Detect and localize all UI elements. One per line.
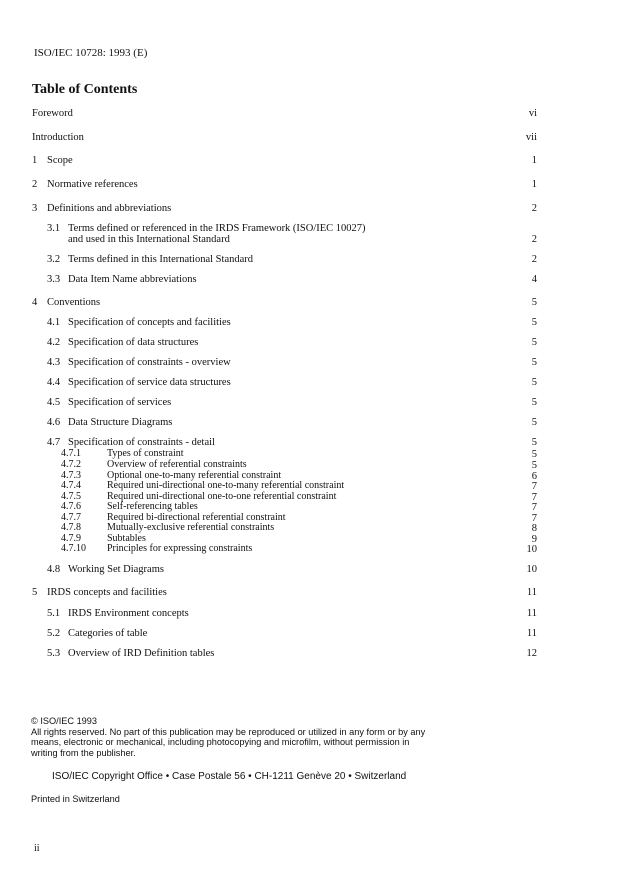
toc-entry-number: 3 (32, 203, 38, 214)
toc-entry-page: 11 (526, 628, 537, 639)
toc-entry-number: 4.4 (47, 377, 61, 388)
toc-entry[interactable] (0, 155, 622, 167)
toc-entry[interactable] (0, 297, 622, 309)
toc-entry[interactable] (0, 203, 622, 215)
toc-entry-page: 7 (531, 481, 537, 492)
toc-entry-page: 5 (531, 437, 537, 448)
running-header: ISO/IEC 10728: 1993 (E) (34, 47, 148, 59)
toc-entry-title: Specification of concepts and facilities (68, 317, 231, 328)
toc-entry-number: 5.2 (47, 628, 61, 639)
toc-entry-page: 7 (531, 502, 537, 513)
toc-entry-title: Specification of service data structures (68, 377, 231, 388)
toc-entry-title: Normative references (47, 179, 138, 190)
toc-entry-page: 5 (531, 460, 537, 471)
toc-entry-title: Required bi-directional referential constraint (107, 512, 286, 523)
toc-entry-page: 11 (526, 587, 537, 598)
toc-entry-page: 7 (531, 492, 537, 503)
toc-entry-number: 4.1 (47, 317, 61, 328)
toc-entry-title: Working Set Diagrams (68, 564, 164, 575)
toc-entry-number: 4.7.9 (61, 533, 81, 544)
toc-entry-title: Terms defined or referenced in the IRDS Framework (ISO/IEC 10027) (68, 223, 366, 234)
toc-entry-number: 1 (32, 155, 38, 166)
toc-entry-number: 5.1 (47, 608, 61, 619)
toc-entry-title: Data Item Name abbreviations (68, 274, 197, 285)
toc-entry-title: Terms defined in this International Standard (68, 254, 254, 265)
toc-entry-page: 6 (531, 471, 537, 482)
copyright-office-address: ISO/IEC Copyright Office • Case Postale 56 • CH-1211 Genève 20 • Switzerland (52, 771, 407, 782)
toc-entry-number: 3.1 (47, 223, 61, 234)
toc-entry-page: 2 (531, 203, 537, 214)
printed-in: Printed in Switzerland (31, 794, 120, 804)
toc-entry[interactable] (0, 437, 622, 449)
toc-entry[interactable] (0, 223, 622, 246)
toc-entry-title: Foreword (32, 108, 73, 119)
toc-entry-number: 4.2 (47, 337, 61, 348)
toc-entry-page: 5 (531, 397, 537, 408)
toc-entry-number: 4.7 (47, 437, 61, 448)
toc-entry-page: 1 (531, 179, 537, 190)
toc-entry[interactable] (0, 317, 622, 329)
toc-entry-number: 3.2 (47, 254, 61, 265)
toc-entry-page: 5 (531, 449, 537, 460)
toc-entry-title: Scope (47, 155, 73, 166)
toc-entry-title: Types of constraint (107, 448, 184, 459)
toc-entry[interactable] (0, 628, 622, 640)
toc-entry-page: 4 (531, 274, 537, 285)
toc-entry-number: 4.7.8 (61, 522, 81, 533)
toc-entry[interactable] (0, 254, 622, 266)
toc-entry-title: Data Structure Diagrams (68, 417, 173, 428)
toc-entry-page: 5 (531, 297, 537, 308)
toc-entry[interactable] (0, 417, 622, 429)
toc-entry-page: 5 (531, 417, 537, 428)
toc-entry-number: 4.3 (47, 357, 61, 368)
toc-entry[interactable] (0, 377, 622, 389)
toc-entry[interactable] (0, 648, 622, 660)
toc-entry-title: Specification of data structures (68, 337, 199, 348)
toc-entry-number: 4.7.10 (61, 543, 86, 554)
toc-entry-title: Categories of table (68, 628, 148, 639)
toc-entry-title: Required uni-directional one-to-one referential constraint (107, 491, 337, 502)
page-number: ii (34, 843, 40, 854)
toc-entry-number: 4 (32, 297, 38, 308)
page-title: Table of Contents (32, 82, 138, 97)
toc-entry-page: 5 (531, 317, 537, 328)
toc-entry-number: 4.7.6 (61, 501, 81, 512)
toc-entry-title-continued: and used in this International Standard (68, 234, 230, 245)
toc-entry[interactable] (0, 608, 622, 620)
toc-entry-page: vii (525, 132, 537, 143)
toc-entry[interactable] (0, 108, 622, 120)
toc-entry-number: 4.7.1 (61, 448, 81, 459)
toc-entry[interactable] (0, 337, 622, 349)
copyright-block (31, 716, 431, 758)
toc-entry[interactable] (0, 357, 622, 369)
toc-entry-page: 11 (526, 608, 537, 619)
copyright-line: © ISO/IEC 1993 (31, 716, 98, 726)
toc-entry[interactable] (0, 132, 622, 144)
toc-entry-page: 8 (531, 523, 537, 534)
toc-entry-title: Required uni-directional one-to-many referential constraint (107, 480, 345, 491)
toc-entry[interactable] (0, 397, 622, 409)
toc-entry-number: 5.3 (47, 648, 61, 659)
toc-entry-page: 10 (526, 564, 537, 575)
toc-entry-number: 4.5 (47, 397, 61, 408)
rights-statement: All rights reserved. No part of this publication may be reproduced or utilized in any form or by any means, electronic or mechanical, including photocopying and microfilm, without permission in writing from the publisher. (31, 726, 426, 758)
toc-entry-title: Overview of IRD Definition tables (68, 648, 215, 659)
toc-entry[interactable] (0, 544, 622, 556)
toc-entry-number: 4.7.3 (61, 470, 81, 481)
toc-entry-title: Mutually-exclusive referential constraints (107, 522, 275, 533)
toc-entry-number: 4.7.5 (61, 491, 81, 502)
toc-entry-number: 4.6 (47, 417, 61, 428)
toc-entry[interactable] (0, 564, 622, 576)
toc-entry-number: 2 (32, 179, 38, 190)
toc-entry-title: Introduction (32, 132, 84, 143)
toc-entry-title: Specification of constraints - detail (68, 437, 215, 448)
toc-entry-title: Overview of referential constraints (107, 459, 247, 470)
toc-entry-page: 10 (526, 544, 537, 555)
toc-entry[interactable] (0, 179, 622, 191)
toc-entry-page: 5 (531, 377, 537, 388)
toc-entry-page: 5 (531, 337, 537, 348)
toc-entry-page: 5 (531, 357, 537, 368)
toc-entry-page: 1 (531, 155, 537, 166)
toc-entry-title: Specification of services (68, 397, 172, 408)
toc-entry-number: 4.7.4 (61, 480, 81, 491)
toc-entry-title: Conventions (47, 297, 101, 308)
toc-entry-page: vi (528, 108, 537, 119)
toc-entry-number: 4.7.7 (61, 512, 81, 523)
toc-entry[interactable] (0, 587, 622, 599)
toc-entry-page: 7 (531, 513, 537, 524)
toc-entry-title: IRDS concepts and facilities (47, 587, 167, 598)
toc-entry-number: 4.7.2 (61, 459, 81, 470)
toc-entry-title: Optional one-to-many referential constraint (107, 470, 282, 481)
toc-entry[interactable] (0, 274, 622, 286)
toc-entry-title: Self-referencing tables (107, 501, 198, 512)
toc-entry-number: 4.8 (47, 564, 61, 575)
toc-entry-number: 3.3 (47, 274, 61, 285)
toc-entry-title: IRDS Environment concepts (68, 608, 189, 619)
toc-entry-page: 9 (531, 534, 537, 545)
toc-entry-title: Specification of constraints - overview (68, 357, 231, 368)
toc-entry-number: 5 (32, 587, 38, 598)
toc-entry-title: Definitions and abbreviations (47, 203, 172, 214)
toc-entry-page: 2 (531, 234, 537, 245)
toc-entry-page: 2 (531, 254, 537, 265)
toc-entry-page: 12 (526, 648, 537, 659)
toc-entry-title: Principles for expressing constraints (107, 543, 253, 554)
toc-entry-title: Subtables (107, 533, 146, 544)
